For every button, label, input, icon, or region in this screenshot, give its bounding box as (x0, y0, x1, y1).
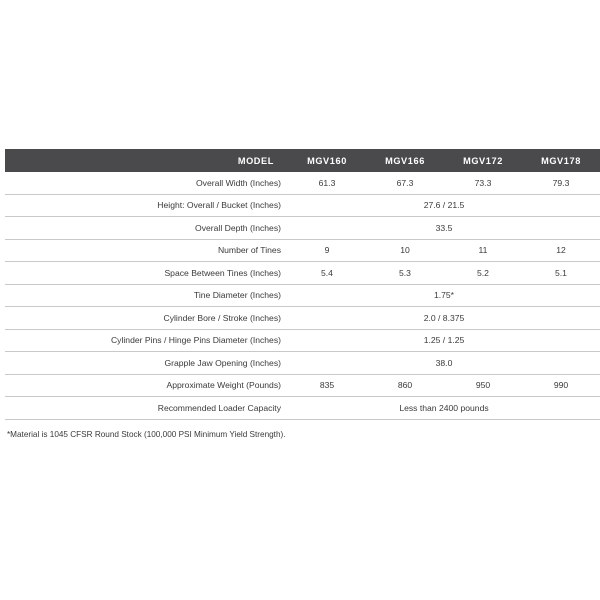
table-row (5, 329, 600, 352)
row-label: Recommended Loader Capacity (5, 397, 288, 420)
cell-value: 79.3 (522, 172, 600, 194)
cell-value: 5.2 (444, 262, 522, 285)
table-row (5, 397, 600, 420)
table-row (5, 239, 600, 262)
table-row (5, 374, 600, 397)
cell-value: 860 (366, 374, 444, 397)
shared-cell-value: 27.6 / 21.5 (288, 194, 600, 217)
shared-cell-value: Less than 2400 pounds (288, 397, 600, 420)
shared-cell-value: 2.0 / 8.375 (288, 307, 600, 330)
cell-value: 950 (444, 374, 522, 397)
table-row (5, 262, 600, 285)
shared-cell-value: 38.0 (288, 352, 600, 375)
table-row (5, 172, 600, 194)
table-row (5, 217, 600, 240)
cell-value: 835 (288, 374, 366, 397)
shared-cell-value: 1.75* (288, 284, 600, 307)
table-row (5, 194, 600, 217)
spec-table (5, 149, 600, 420)
row-label: Cylinder Pins / Hinge Pins Diameter (Inches) (5, 329, 288, 352)
row-label: Approximate Weight (Pounds) (5, 374, 288, 397)
table-row (5, 307, 600, 330)
row-label: Space Between Tines (Inches) (5, 262, 288, 285)
footnote: *Material is 1045 CFSR Round Stock (100,000 PSI Minimum Yield Strength). (7, 430, 286, 439)
cell-value: 10 (366, 239, 444, 262)
cell-value: 990 (522, 374, 600, 397)
table-header-row (5, 149, 600, 172)
shared-cell-value: 1.25 / 1.25 (288, 329, 600, 352)
row-label: Cylinder Bore / Stroke (Inches) (5, 307, 288, 330)
cell-value: 73.3 (444, 172, 522, 194)
row-label: Grapple Jaw Opening (Inches) (5, 352, 288, 375)
cell-value: 5.3 (366, 262, 444, 285)
row-label: Tine Diameter (Inches) (5, 284, 288, 307)
model-column-header: MGV160 (288, 149, 366, 172)
row-label: Number of Tines (5, 239, 288, 262)
table-row (5, 352, 600, 375)
row-label: Height: Overall / Bucket (Inches) (5, 194, 288, 217)
row-label: Overall Width (Inches) (5, 172, 288, 194)
cell-value: 67.3 (366, 172, 444, 194)
cell-value: 9 (288, 239, 366, 262)
shared-cell-value: 33.5 (288, 217, 600, 240)
cell-value: 12 (522, 239, 600, 262)
cell-value: 11 (444, 239, 522, 262)
row-label: Overall Depth (Inches) (5, 217, 288, 240)
cell-value: 61.3 (288, 172, 366, 194)
model-header-label: MODEL (5, 149, 288, 172)
table-row (5, 284, 600, 307)
cell-value: 5.4 (288, 262, 366, 285)
cell-value: 5.1 (522, 262, 600, 285)
model-column-header: MGV166 (366, 149, 444, 172)
model-column-header: MGV178 (522, 149, 600, 172)
model-column-header: MGV172 (444, 149, 522, 172)
